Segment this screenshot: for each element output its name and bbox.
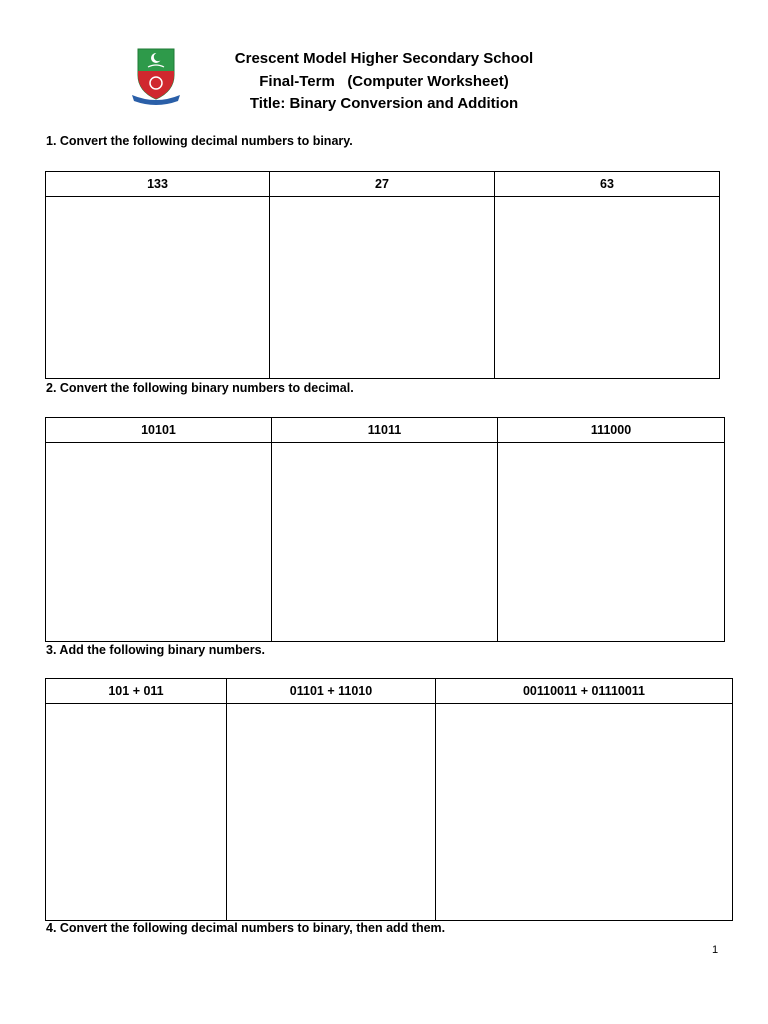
- answer-cell[interactable]: [498, 443, 725, 642]
- column-header: 11011: [272, 418, 498, 443]
- column-header: 01101 + 11010: [227, 679, 436, 704]
- answer-row: [46, 704, 733, 921]
- column-header: 00110011 + 01110011: [436, 679, 733, 704]
- column-header: 133: [46, 172, 270, 197]
- answer-cell[interactable]: [46, 197, 270, 379]
- answer-cell[interactable]: [495, 197, 720, 379]
- answer-row: [46, 443, 725, 642]
- question-4-prompt: 4. Convert the following decimal numbers to binary, then add them.: [46, 921, 446, 935]
- exam-title: Final-Term (Computer Worksheet): [259, 72, 509, 90]
- column-header: 101 + 011: [46, 679, 227, 704]
- school-crest-icon: [130, 45, 182, 107]
- worksheet-title: Title: Binary Conversion and Addition: [249, 95, 519, 112]
- question-3-prompt: 3. Add the following binary numbers.: [46, 643, 265, 657]
- answer-cell[interactable]: [46, 443, 272, 642]
- answer-cell[interactable]: [46, 704, 227, 921]
- answer-cell[interactable]: [436, 704, 733, 921]
- school-name: Crescent Model Higher Secondary School: [234, 50, 534, 67]
- document-header: [184, 48, 584, 116]
- answer-cell[interactable]: [272, 443, 498, 642]
- table-header-row: [46, 418, 725, 443]
- question-2-table: [45, 417, 725, 642]
- answer-cell[interactable]: [227, 704, 436, 921]
- page-number: 1: [712, 944, 719, 956]
- table-header-row: [46, 172, 720, 197]
- column-header: 27: [270, 172, 495, 197]
- question-1-table: [45, 171, 720, 379]
- answer-cell[interactable]: [270, 197, 495, 379]
- column-header: 10101: [46, 418, 272, 443]
- answer-row: [46, 197, 720, 379]
- column-header: 63: [495, 172, 720, 197]
- question-2-prompt: 2. Convert the following binary numbers to decimal.: [46, 381, 354, 395]
- column-header: 111000: [498, 418, 725, 443]
- question-1-prompt: 1. Convert the following decimal numbers to binary.: [46, 134, 353, 148]
- table-header-row: [46, 679, 733, 704]
- question-3-table: [45, 678, 733, 921]
